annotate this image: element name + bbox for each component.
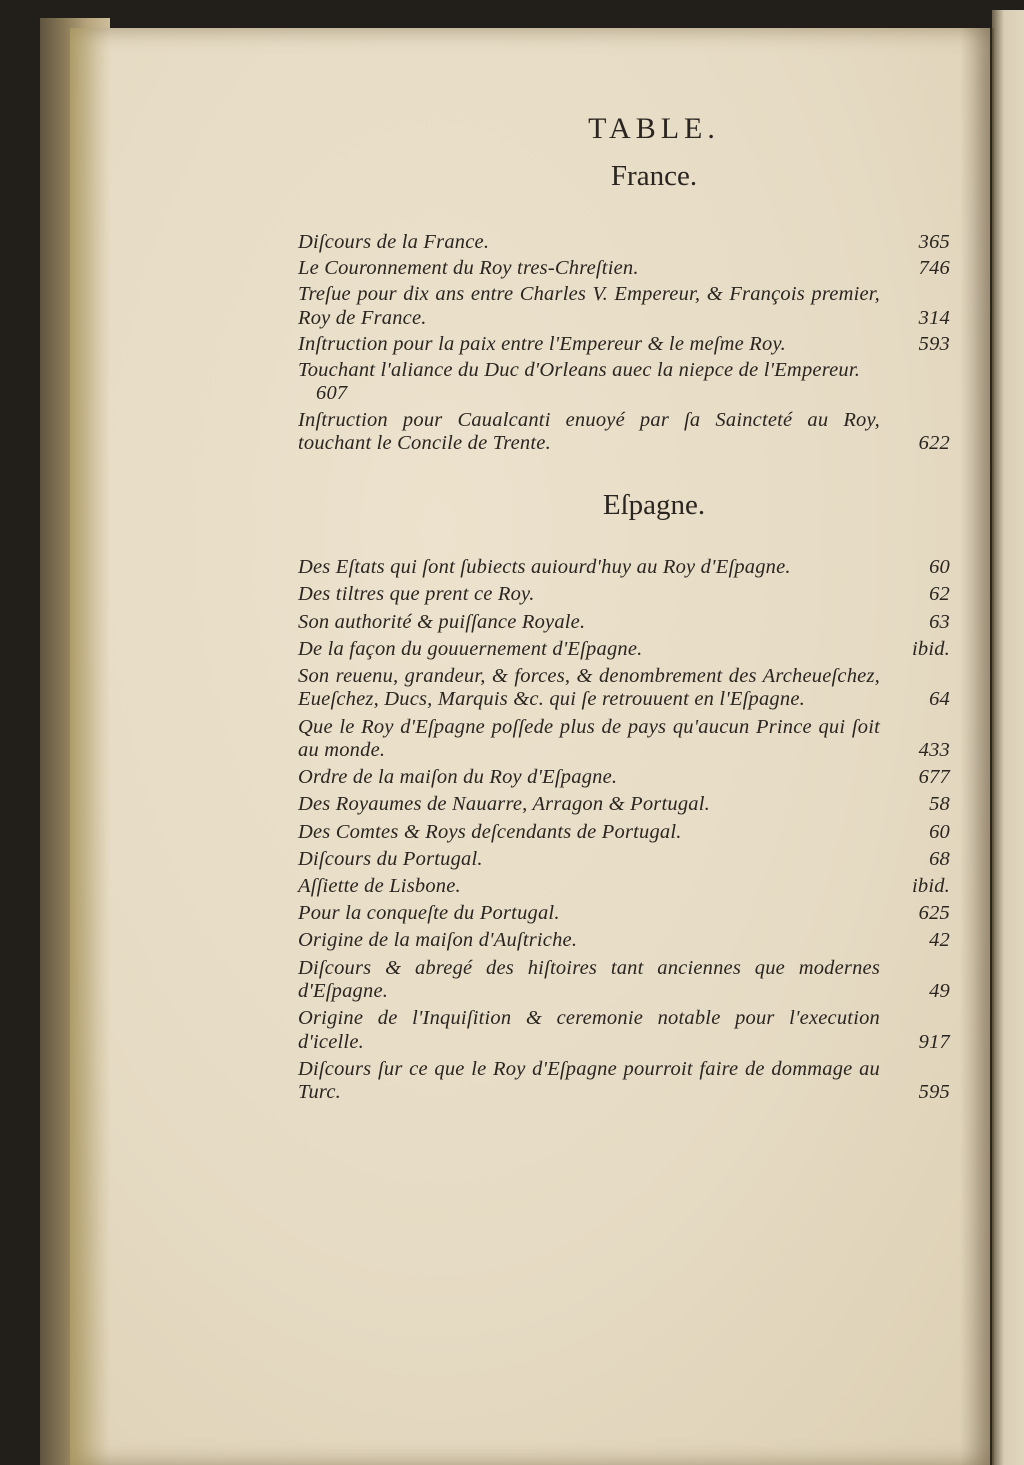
facing-page-edge [992, 10, 1024, 1465]
entry-page-number: 622 [918, 432, 950, 455]
entry-page-number: ibid. [911, 875, 950, 898]
toc-entry [298, 716, 950, 763]
entry-page-number: 63 [929, 610, 950, 633]
toc-entry [298, 766, 950, 789]
entry-title: Diſcours de la France. [298, 231, 490, 253]
entry-title: Diſcours & abregé des hiſtoires tant anciennes que modernes d'Eſpagne. [298, 956, 880, 1002]
entry-page-number: 595 [918, 1081, 950, 1104]
entry-title: Des tiltres que prent ce Roy. [298, 583, 535, 606]
entry-title: Touchant l'aliance du Duc d'Orleans auec la niepce de l'Empereur. [298, 359, 861, 382]
toc-entry [298, 611, 950, 634]
entry-page-number: 677 [918, 766, 950, 789]
entry-title: Son authorité & puiſſance Royale. [298, 610, 586, 633]
entry-title: Inſtruction pour Caualcanti enuoyé par ſa Saincteté au Roy, touchant le Concile de Trente. [298, 408, 880, 454]
toc-entry [298, 875, 950, 898]
entry-title: Diſcours du Portugal. [298, 847, 483, 870]
entry-page-number: 58 [929, 793, 950, 816]
entry-page-number: 62 [929, 583, 950, 606]
entry-title: Que le Roy d'Eſpagne poſſede plus de pays qu'aucun Prince qui ſoit au monde. [298, 715, 880, 761]
entry-title: Ordre de la maiſon du Roy d'Eſpagne. [298, 766, 618, 789]
entry-page-number: 60 [929, 820, 950, 843]
toc-entry [298, 583, 950, 606]
france-entry-list [298, 231, 950, 455]
toc-entry [298, 957, 950, 1004]
toc-entry [298, 821, 950, 844]
toc-entry [298, 1007, 950, 1054]
entry-page-number: 314 [918, 306, 950, 329]
section-title-espagne: Eſpagne. [602, 489, 706, 522]
toc-entry [298, 929, 950, 952]
entry-title: Le Couronnement du Roy tres-Chreſtien. [298, 257, 639, 280]
entry-title: Son reuenu, grandeur, & forces, & denombrement des Archeueſchez, Eueſchez, Ducs, Marquis &c. qui ſe retrouuent en l'Eſpagne. [298, 665, 880, 711]
entry-page-number: 60 [929, 556, 950, 579]
entry-page-number: 917 [918, 1030, 950, 1053]
toc-entry [298, 665, 950, 712]
entry-title: Des Comtes & Roys deſcendants de Portugal. [298, 820, 682, 843]
entry-title: Des Royaumes de Nauarre, Arragon & Portugal. [298, 793, 710, 816]
toc-entry [298, 848, 950, 871]
entry-page-number: ibid. [911, 637, 950, 660]
toc-entry [298, 409, 950, 456]
entry-page-number: 365 [918, 231, 950, 253]
toc-entry [298, 333, 950, 356]
toc-entry [298, 793, 950, 816]
toc-entry [298, 257, 950, 280]
toc-entry [298, 231, 950, 254]
entry-page-number: 607 [316, 382, 348, 405]
entry-page-number: 433 [918, 739, 950, 762]
toc-entry [298, 283, 950, 330]
entry-title: Aſſiette de Lisbone. [298, 875, 461, 898]
entry-title: Origine de la maiſon d'Auſtriche. [298, 929, 578, 952]
table-of-contents [298, 112, 950, 1109]
entry-title: De la façon du gouuernement d'Eſpagne. [298, 637, 643, 660]
entry-page-number: 593 [918, 333, 950, 356]
section-title-france: France. [610, 160, 698, 192]
entry-title: Pour la conqueſte du Portugal. [298, 902, 560, 925]
page-heading: TABLE. [588, 112, 720, 145]
entry-title: Origine de l'Inquiſition & ceremonie notable pour l'execution d'icelle. [298, 1007, 880, 1053]
entry-title: Inſtruction pour la paix entre l'Empereur & le meſme Roy. [298, 333, 786, 356]
espagne-entry-list [298, 556, 950, 1104]
entry-page-number: 42 [929, 929, 950, 952]
entry-page-number: 746 [918, 257, 950, 280]
toc-entry [298, 1058, 950, 1105]
entry-page-number: 49 [929, 980, 950, 1003]
toc-entry [298, 902, 950, 925]
toc-entry [298, 556, 950, 579]
entry-page-number: 68 [929, 847, 950, 870]
entry-page-number: 64 [929, 688, 950, 711]
entry-title: Diſcours ſur ce que le Roy d'Eſpagne pourroit faire de dommage au Turc. [298, 1057, 880, 1104]
page-edge-stain [70, 28, 110, 1465]
entry-page-number: 625 [918, 902, 950, 925]
gutter-shadow [960, 28, 994, 1465]
entry-title: Treſue pour dix ans entre Charles V. Empereur, & François premier, Roy de France. [298, 283, 880, 329]
entry-title: Des Eſtats qui ſont ſubiects auiourd'huy au Roy d'Eſpagne. [298, 556, 791, 579]
toc-entry [298, 638, 950, 661]
toc-entry [298, 359, 950, 405]
